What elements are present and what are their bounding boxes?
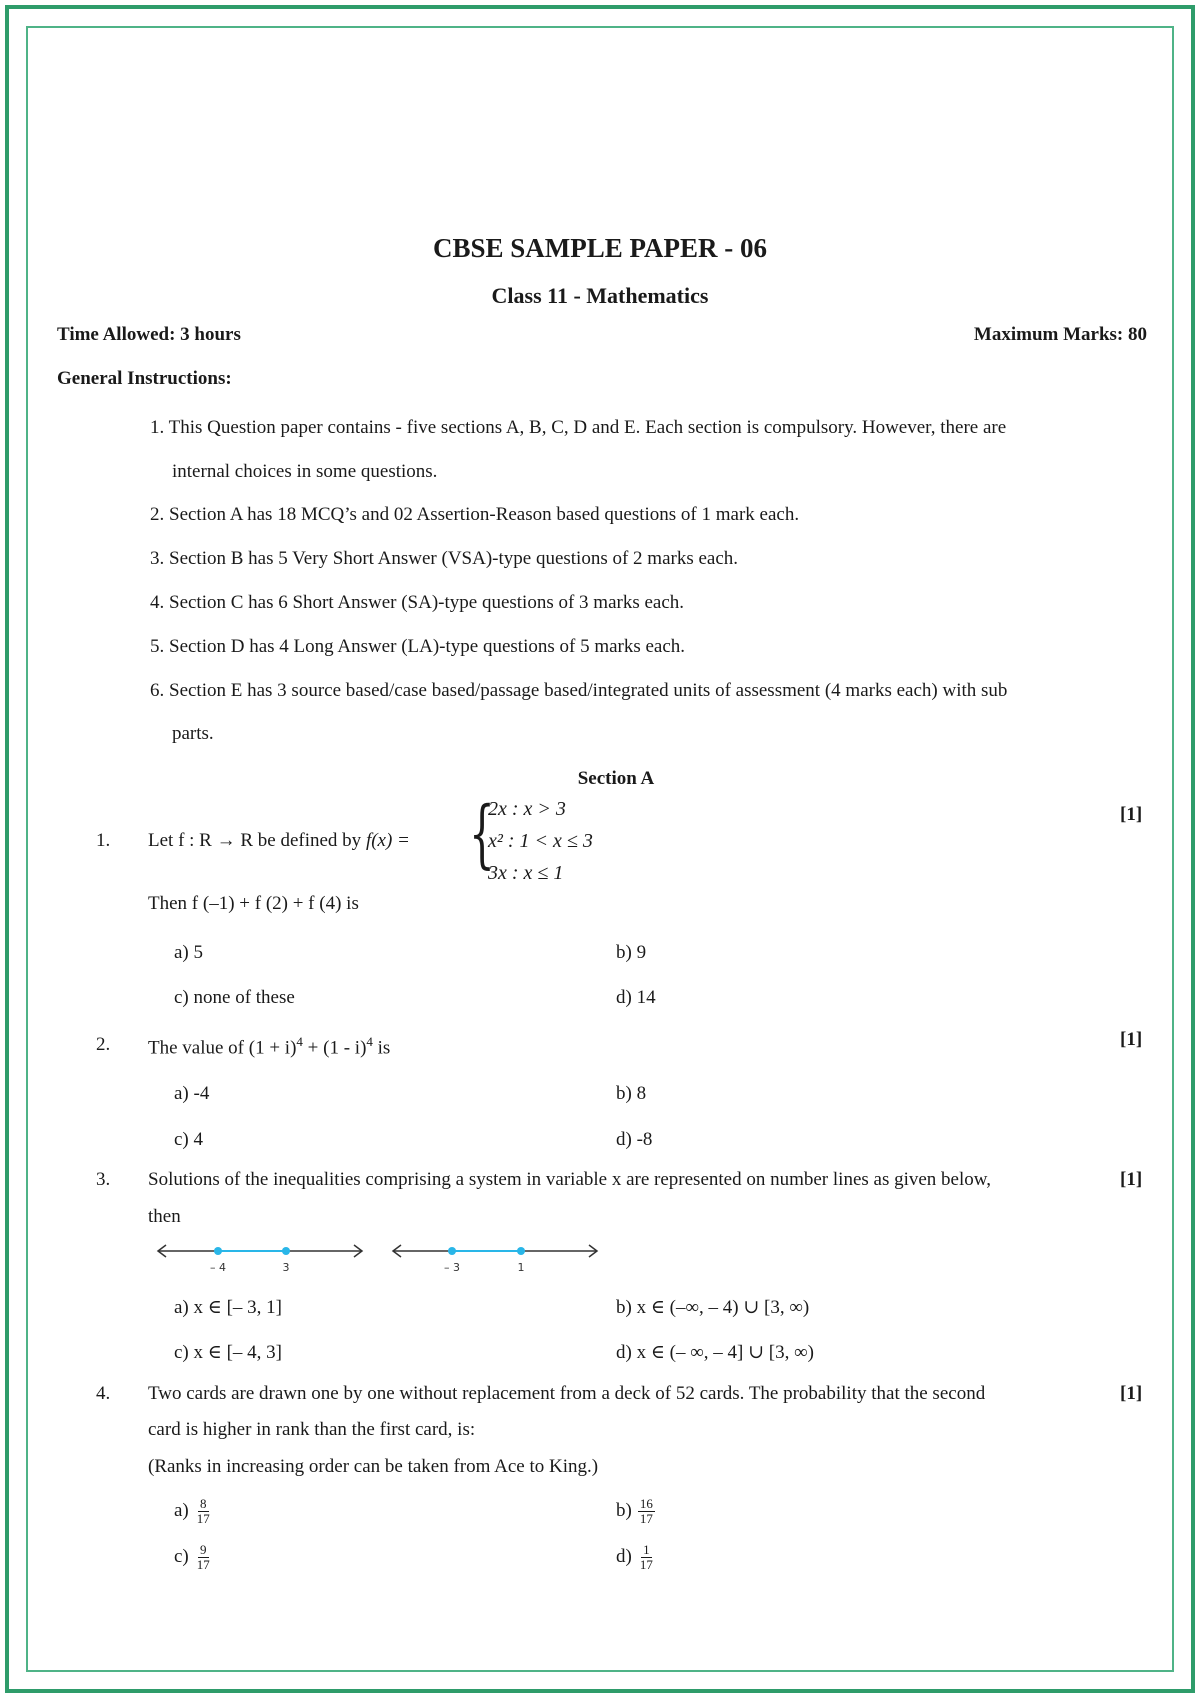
piecewise-brace: { — [469, 791, 495, 877]
question-1-line2: Then f (–1) + f (2) + f (4) is — [148, 893, 359, 914]
question-1-option-c[interactable]: c) none of these — [174, 987, 295, 1008]
question-4-option-d[interactable] — [616, 1543, 655, 1572]
question-3-option-b[interactable]: b) x ∈ (–∞, – 4) ∪ [3, ∞) — [616, 1297, 810, 1318]
question-4-line1: Two cards are drawn one by one without replacement from a deck of 52 cards. The probability that the second — [148, 1383, 986, 1404]
section-a-heading: Section A — [577, 768, 655, 789]
question-1-prefix: Let f : R → R be defined by — [148, 830, 366, 851]
fraction — [638, 1543, 655, 1572]
number-line-2-point-b — [517, 1247, 525, 1255]
question-3-option-a[interactable]: a) x ∈ [– 3, 1] — [174, 1297, 282, 1318]
question-2-number: 2. — [96, 1034, 111, 1055]
question-2-exponent-a: 4 — [296, 1034, 303, 1049]
instruction-6-cont: parts. — [172, 723, 214, 744]
paper-title: CBSE SAMPLE PAPER - 06 — [432, 233, 768, 263]
question-3-line2: then — [148, 1206, 181, 1227]
fraction-denominator: 17 — [196, 1557, 210, 1572]
number-line-2-label-a: – 3 — [444, 1261, 460, 1274]
number-line-1-label-b: 3 — [282, 1261, 290, 1274]
maximum-marks: Maximum Marks: 80 — [973, 324, 1147, 345]
piecewise-case-2: x² : 1 < x ≤ 3 — [488, 830, 593, 852]
fraction-numerator: 16 — [639, 1496, 653, 1511]
question-1-option-d[interactable]: d) 14 — [616, 987, 656, 1008]
question-4-number: 4. — [96, 1383, 111, 1404]
number-line-1-point-b — [282, 1247, 290, 1255]
question-4-marks: [1] — [1120, 1383, 1143, 1404]
question-2-marks: [1] — [1120, 1029, 1143, 1050]
question-2-option-c[interactable]: c) 4 — [174, 1129, 204, 1150]
question-4-line3: (Ranks in increasing order can be taken from Ace to King.) — [148, 1456, 599, 1477]
fraction-denominator: 17 — [196, 1511, 210, 1526]
instruction-2: 2. Section A has 18 MCQ’s and 02 Assertion-Reason based questions of 1 mark each. — [150, 504, 800, 525]
instruction-6: 6. Section E has 3 source based/case based/passage based/integrated units of assessment (4 marks each) with sub — [150, 680, 1008, 701]
fraction-denominator: 17 — [639, 1511, 653, 1526]
instruction-1: 1. This Question paper contains - five sections A, B, C, D and E. Each section is compulsory. However, there are — [150, 417, 1007, 438]
option-label: a) — [174, 1499, 189, 1521]
fraction — [195, 1543, 212, 1572]
piecewise-case-3: 3x : x ≤ 1 — [488, 862, 564, 884]
instruction-5: 5. Section D has 4 Long Answer (LA)-type questions of 5 marks each. — [150, 636, 686, 657]
question-2-text — [148, 1034, 390, 1059]
question-2-exponent-b: 4 — [366, 1034, 373, 1049]
fraction-denominator: 17 — [639, 1557, 653, 1572]
question-1-option-a[interactable]: a) 5 — [174, 942, 204, 963]
instruction-1-cont: internal choices in some questions. — [172, 461, 438, 482]
option-label: c) — [174, 1545, 189, 1567]
number-line-1 — [150, 1238, 370, 1278]
fraction-numerator: 9 — [200, 1542, 207, 1557]
question-2-text-a: The value of (1 + i) — [148, 1037, 297, 1059]
fraction-numerator: 8 — [200, 1496, 207, 1511]
fraction — [195, 1497, 212, 1526]
option-label: d) — [616, 1545, 632, 1567]
number-line-2 — [385, 1238, 605, 1278]
piecewise-case-1: 2x : x > 3 — [488, 798, 566, 820]
question-1-option-b[interactable]: b) 9 — [616, 942, 647, 963]
number-line-2-point-a — [448, 1247, 456, 1255]
question-4-option-c[interactable] — [174, 1543, 212, 1572]
question-1-marks: [1] — [1120, 804, 1143, 825]
question-1-function-lhs: f(x) = — [365, 830, 410, 851]
question-2-option-b[interactable]: b) 8 — [616, 1083, 647, 1104]
question-2-text-c: is — [372, 1037, 391, 1059]
time-allowed: Time Allowed: 3 hours — [57, 324, 241, 345]
number-line-1-point-a — [214, 1247, 222, 1255]
question-3-line1: Solutions of the inequalities comprising a system in variable x are represented on number lines as given below, — [148, 1169, 992, 1190]
question-1-text — [148, 830, 410, 852]
question-3-option-d[interactable]: d) x ∈ (– ∞, – 4] ∪ [3, ∞) — [616, 1342, 814, 1363]
question-1-number: 1. — [96, 830, 111, 851]
instruction-4: 4. Section C has 6 Short Answer (SA)-type questions of 3 marks each. — [150, 592, 685, 613]
question-3-marks: [1] — [1120, 1169, 1143, 1190]
question-4-option-a[interactable] — [174, 1497, 212, 1526]
number-line-2-label-b: 1 — [517, 1261, 525, 1274]
question-3-number: 3. — [96, 1169, 111, 1190]
general-instructions-heading: General Instructions: — [57, 368, 232, 389]
question-2-option-a[interactable]: a) -4 — [174, 1083, 210, 1104]
fraction-numerator: 1 — [643, 1542, 650, 1557]
question-2-text-b: + (1 - i) — [302, 1037, 367, 1059]
question-4-line2: card is higher in rank than the first card, is: — [148, 1419, 476, 1440]
question-2-option-d[interactable]: d) -8 — [616, 1129, 653, 1150]
option-label: b) — [616, 1499, 632, 1521]
question-4-option-b[interactable] — [616, 1497, 655, 1526]
paper-subtitle: Class 11 - Mathematics — [491, 283, 709, 308]
fraction — [638, 1497, 655, 1526]
instruction-3: 3. Section B has 5 Very Short Answer (VSA)-type questions of 2 marks each. — [150, 548, 739, 569]
question-3-option-c[interactable]: c) x ∈ [– 4, 3] — [174, 1342, 282, 1363]
number-line-1-label-a: – 4 — [210, 1261, 226, 1274]
